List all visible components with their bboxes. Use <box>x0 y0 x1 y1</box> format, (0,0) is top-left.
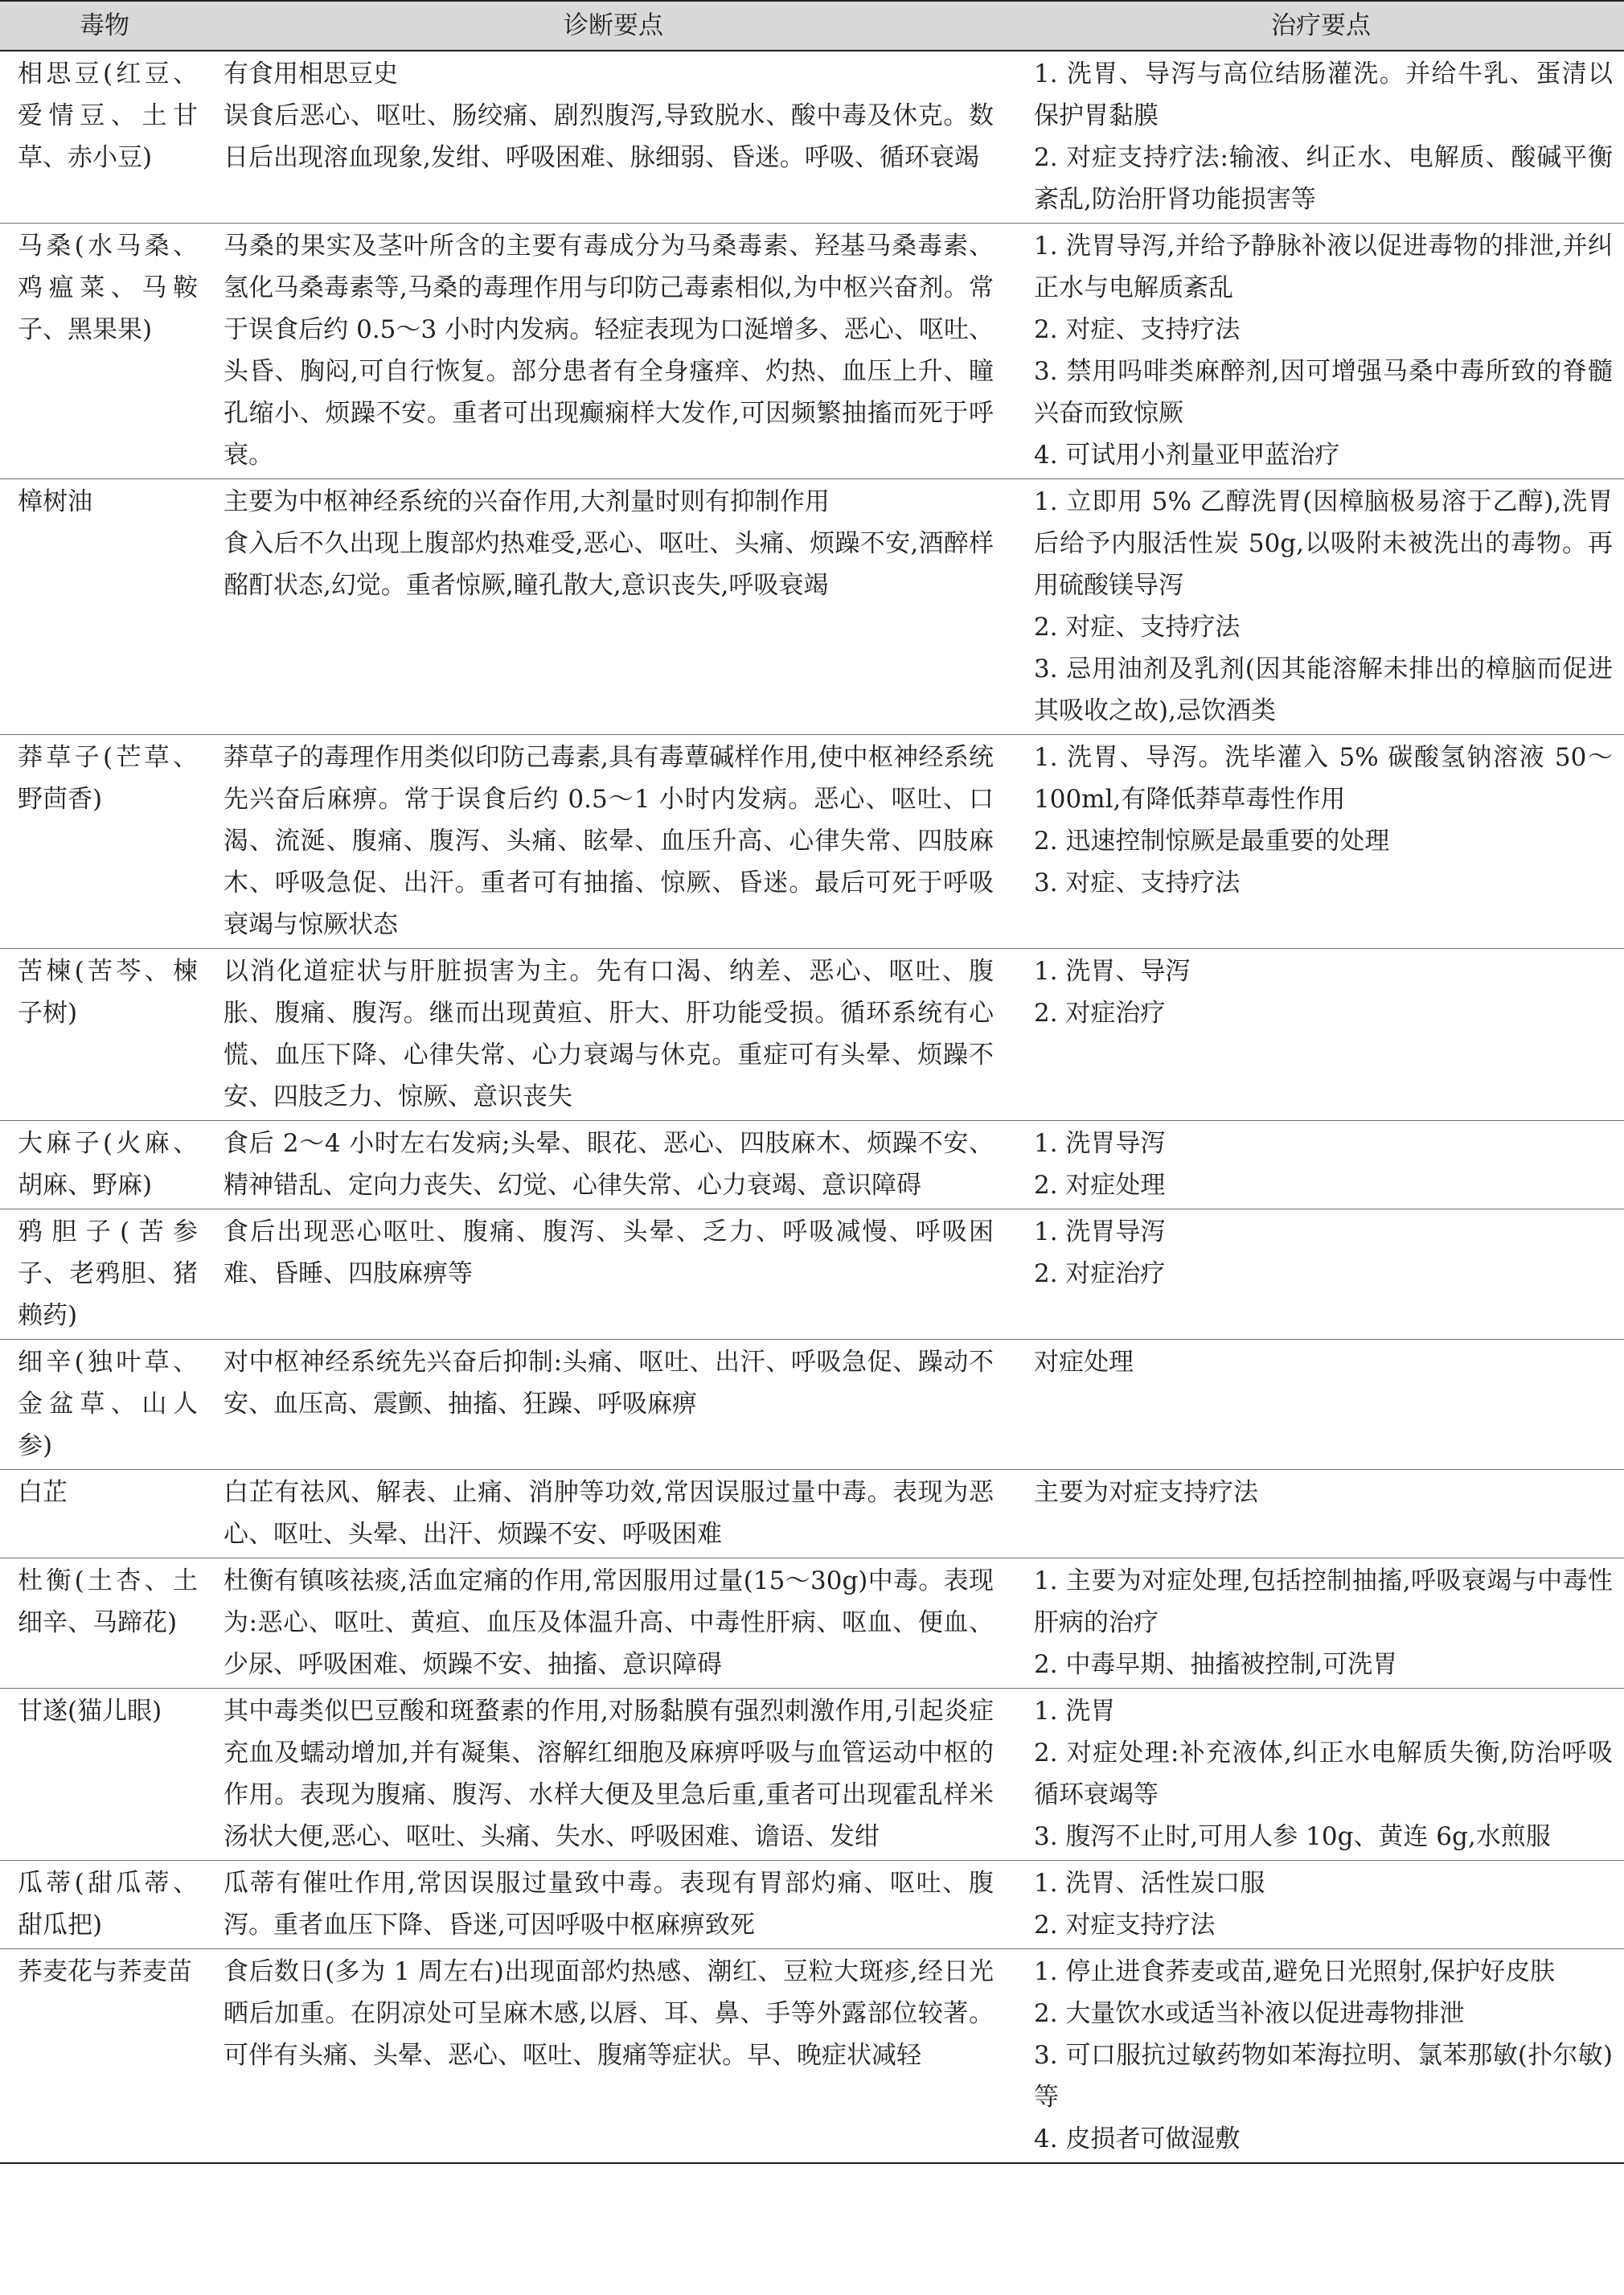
treatment-item: 1. 洗胃、活性炭口服 <box>1034 1869 1265 1898</box>
table-header <box>0 1 1624 51</box>
treatment-cell <box>1018 949 1624 1121</box>
treatment-item: 1. 洗胃 <box>1034 1697 1116 1726</box>
diagnosis-cell <box>209 1340 1018 1470</box>
poison-name-cell: 鸦胆子(苦参子、老鸦胆、猪赖药) <box>18 1217 198 1330</box>
table-row <box>0 949 1624 1121</box>
treatment-item: 1. 洗胃、导泻。洗毕灌入 5% 碳酸氢钠溶液 50～100ml,有降低莽草毒性作用 <box>1034 743 1613 814</box>
poison-name-cell: 相思豆(红豆、爱情豆、土甘草、赤小豆) <box>18 60 198 172</box>
treatment-item: 3. 对症、支持疗法 <box>1034 868 1241 897</box>
treatment-item: 1. 主要为对症处理,包括控制抽搐,呼吸衰竭与中毒性肝病的治疗 <box>1034 1566 1613 1637</box>
diagnosis-paragraph: 主要为中枢神经系统的兴奋作用,大剂量时则有抑制作用 <box>224 487 830 516</box>
poison-name-cell: 细辛(独叶草、金盆草、山人参) <box>18 1348 198 1460</box>
poison-name-cell: 马桑(水马桑、鸡瘟菜、马鞍子、黑果果) <box>18 232 198 344</box>
treatment-item: 主要为对症支持疗法 <box>1034 1478 1258 1507</box>
diagnosis-paragraph: 有食用相思豆史 <box>224 60 398 88</box>
poison-name-cell: 苦楝(苦芩、楝子树) <box>18 957 198 1028</box>
table-row <box>0 51 1624 224</box>
diagnosis-paragraph: 食后 2～4 小时左右发病;头晕、眼花、恶心、四肢麻木、烦躁不安、精神错乱、定向力丧失、幻觉、心律失常、心力衰竭、意识障碍 <box>224 1129 994 1200</box>
treatment-cell <box>1018 1121 1624 1209</box>
treatment-cell <box>1018 479 1624 735</box>
diagnosis-paragraph: 以消化道症状与肝脏损害为主。先有口渴、纳差、恶心、呕吐、腹胀、腹痛、腹泻。继而出现黄疸、肝大、肝功能受损。循环系统有心慌、血压下降、心律失常、心力衰竭与休克。重症可有头晕、烦躁不安、四肢乏力、惊厥、意识丧失 <box>224 957 994 1111</box>
table-row <box>0 1209 1624 1340</box>
diagnosis-paragraph: 白芷有祛风、解表、止痛、消肿等功效,常因误服过量中毒。表现为恶心、呕吐、头晕、出汗、烦躁不安、呼吸困难 <box>224 1478 994 1549</box>
treatment-cell <box>1018 1949 1624 2164</box>
table-row <box>0 1949 1624 2164</box>
diagnosis-paragraph: 马桑的果实及茎叶所含的主要有毒成分为马桑毒素、羟基马桑毒素、氢化马桑毒素等,马桑的毒理作用与印防己毒素相似,为中枢兴奋剂。常于误食后约 0.5～3 小时内发病。轻症表现为口涎增多、恶心、呕吐、头昏、胸闷,可自行恢复。部分患者有全身瘙痒、灼热、血压上升、瞳孔缩小、烦躁不安。重者可出现癫痫样大发作,可因频繁抽搐而死于呼衰。 <box>224 232 994 470</box>
diagnosis-cell <box>209 949 1018 1121</box>
poison-name-cell: 大麻子(火麻、胡麻、野麻) <box>18 1129 198 1200</box>
poison-name-cell: 甘遂(猫儿眼) <box>18 1697 162 1726</box>
diagnosis-cell <box>209 1861 1018 1949</box>
treatment-item: 2. 对症支持疗法 <box>1034 1911 1216 1940</box>
treatment-cell <box>1018 1861 1624 1949</box>
table-row <box>0 479 1624 735</box>
table-row <box>0 1470 1624 1558</box>
table-row <box>0 1689 1624 1861</box>
diagnosis-cell <box>209 1949 1018 2164</box>
poison-name-cell: 杜衡(土杏、土细辛、马蹄花) <box>18 1566 198 1637</box>
treatment-cell <box>1018 224 1624 479</box>
treatment-item: 2. 对症、支持疗法 <box>1034 315 1241 344</box>
treatment-item: 2. 中毒早期、抽搐被控制,可洗胃 <box>1034 1650 1398 1679</box>
diagnosis-cell <box>209 51 1018 224</box>
diagnosis-cell <box>209 224 1018 479</box>
treatment-item: 1. 停止进食荞麦或苗,避免日光照射,保护好皮肤 <box>1034 1957 1556 1986</box>
header-treatment: 治疗要点 <box>1018 1 1624 51</box>
diagnosis-paragraph: 食后数日(多为 1 周左右)出现面部灼热感、潮红、豆粒大斑疹,经日光晒后加重。在阴凉处可呈麻木感,以唇、耳、鼻、手等外露部位较著。可伴有头痛、头晕、恶心、呕吐、腹痛等症状。早、晚症状减轻 <box>224 1957 994 2070</box>
treatment-item: 1. 洗胃导泻 <box>1034 1217 1166 1246</box>
header-poison: 毒物 <box>0 1 209 51</box>
table-row <box>0 1558 1624 1689</box>
table-body <box>0 51 1624 2163</box>
treatment-item: 2. 对症处理 <box>1034 1171 1166 1200</box>
treatment-cell <box>1018 1340 1624 1470</box>
treatment-item: 1. 洗胃、导泻 <box>1034 957 1191 986</box>
treatment-cell <box>1018 1470 1624 1558</box>
treatment-item: 3. 禁用吗啡类麻醉剂,因可增强马桑中毒所致的脊髓兴奋而致惊厥 <box>1034 357 1613 428</box>
treatment-item: 4. 可试用小剂量亚甲蓝治疗 <box>1034 441 1340 470</box>
table-row <box>0 735 1624 949</box>
table-row <box>0 1121 1624 1209</box>
diagnosis-cell <box>209 1470 1018 1558</box>
poison-name-cell: 荞麦花与荞麦苗 <box>18 1957 192 1986</box>
diagnosis-paragraph: 食后出现恶心呕吐、腹痛、腹泻、头晕、乏力、呼吸减慢、呼吸困难、昏睡、四肢麻痹等 <box>224 1217 994 1288</box>
treatment-item: 3. 可口服抗过敏药物如苯海拉明、氯苯那敏(扑尔敏)等 <box>1034 2041 1613 2112</box>
treatment-item: 1. 立即用 5% 乙醇洗胃(因樟脑极易溶于乙醇),洗胃后给予内服活性炭 50g,以吸附未被洗出的毒物。再用硫酸镁导泻 <box>1034 487 1613 600</box>
diagnosis-paragraph: 莽草子的毒理作用类似印防己毒素,具有毒蕈碱样作用,使中枢神经系统先兴奋后麻痹。常于误食后约 0.5～1 小时内发病。恶心、呕吐、口渴、流涎、腹痛、腹泻、头痛、眩晕、血压升高、心律失常、四肢麻木、呼吸急促、出汗。重者可有抽搐、惊厥、昏迷。最后可死于呼吸衰竭与惊厥状态 <box>224 743 994 939</box>
diagnosis-paragraph: 食入后不久出现上腹部灼热难受,恶心、呕吐、头痛、烦躁不安,酒醉样酩酊状态,幻觉。重者惊厥,瞳孔散大,意识丧失,呼吸衰竭 <box>224 529 994 600</box>
poison-name-cell: 瓜蒂(甜瓜蒂、甜瓜把) <box>18 1869 198 1940</box>
header-row <box>0 1 1624 51</box>
table-row <box>0 1861 1624 1949</box>
treatment-cell <box>1018 1558 1624 1689</box>
diagnosis-paragraph: 瓜蒂有催吐作用,常因误服过量致中毒。表现有胃部灼痛、呕吐、腹泻。重者血压下降、昏迷,可因呼吸中枢麻痹致死 <box>224 1869 994 1940</box>
treatment-cell <box>1018 735 1624 949</box>
treatment-item: 2. 对症、支持疗法 <box>1034 613 1241 642</box>
treatment-item: 4. 皮损者可做湿敷 <box>1034 2125 1241 2153</box>
diagnosis-cell <box>209 1209 1018 1340</box>
treatment-item: 2. 迅速控制惊厥是最重要的处理 <box>1034 827 1390 856</box>
treatment-item: 2. 大量饮水或适当补液以促进毒物排泄 <box>1034 1999 1465 2028</box>
poison-name-cell: 樟树油 <box>18 487 92 516</box>
diagnosis-cell <box>209 1689 1018 1861</box>
diagnosis-cell <box>209 479 1018 735</box>
treatment-item: 对症处理 <box>1034 1348 1134 1377</box>
treatment-cell <box>1018 1209 1624 1340</box>
diagnosis-paragraph: 误食后恶心、呕吐、肠绞痛、剧烈腹泻,导致脱水、酸中毒及休克。数日后出现溶血现象,发绀、呼吸困难、脉细弱、昏迷。呼吸、循环衰竭 <box>224 101 994 172</box>
header-diagnosis: 诊断要点 <box>209 1 1018 51</box>
treatment-item: 1. 洗胃导泻,并给予静脉补液以促进毒物的排泄,并纠正水与电解质紊乱 <box>1034 232 1613 302</box>
treatment-item: 2. 对症支持疗法:输液、纠正水、电解质、酸碱平衡紊乱,防治肝肾功能损害等 <box>1034 143 1613 214</box>
diagnosis-paragraph: 其中毒类似巴豆酸和斑蝥素的作用,对肠黏膜有强烈刺激作用,引起炎症充血及蠕动增加,并有凝集、溶解红细胞及麻痹呼吸与血管运动中枢的作用。表现为腹痛、腹泻、水样大便及里急后重,重者可出现霍乱样米汤状大便,恶心、呕吐、头痛、失水、呼吸困难、谵语、发绀 <box>224 1697 994 1851</box>
diagnosis-paragraph: 杜衡有镇咳祛痰,活血定痛的作用,常因服用过量(15～30g)中毒。表现为:恶心、呕吐、黄疸、血压及体温升高、中毒性肝病、呕血、便血、少尿、呼吸困难、烦躁不安、抽搐、意识障碍 <box>224 1566 994 1679</box>
treatment-item: 2. 对症处理:补充液体,纠正水电解质失衡,防治呼吸循环衰竭等 <box>1034 1739 1613 1809</box>
diagnosis-paragraph: 对中枢神经系统先兴奋后抑制:头痛、呕吐、出汗、呼吸急促、躁动不安、血压高、震颤、抽搐、狂躁、呼吸麻痹 <box>224 1348 994 1418</box>
treatment-item: 3. 腹泻不止时,可用人参 10g、黄连 6g,水煎服 <box>1034 1822 1551 1851</box>
poison-name-cell: 莽草子(芒草、野茴香) <box>18 743 198 814</box>
table-row <box>0 1340 1624 1470</box>
diagnosis-cell <box>209 1558 1018 1689</box>
treatment-cell <box>1018 1689 1624 1861</box>
treatment-item: 1. 洗胃、导泻与高位结肠灌洗。并给牛乳、蛋清以保护胃黏膜 <box>1034 60 1613 130</box>
treatment-item: 2. 对症治疗 <box>1034 999 1166 1028</box>
diagnosis-cell <box>209 1121 1018 1209</box>
poison-name-cell: 白芷 <box>18 1478 68 1507</box>
treatment-cell <box>1018 51 1624 224</box>
diagnosis-cell <box>209 735 1018 949</box>
table-row <box>0 224 1624 479</box>
treatment-item: 2. 对症治疗 <box>1034 1259 1166 1288</box>
treatment-item: 1. 洗胃导泻 <box>1034 1129 1166 1158</box>
treatment-item: 3. 忌用油剂及乳剂(因其能溶解未排出的樟脑而促进其吸收之故),忌饮酒类 <box>1034 655 1613 725</box>
